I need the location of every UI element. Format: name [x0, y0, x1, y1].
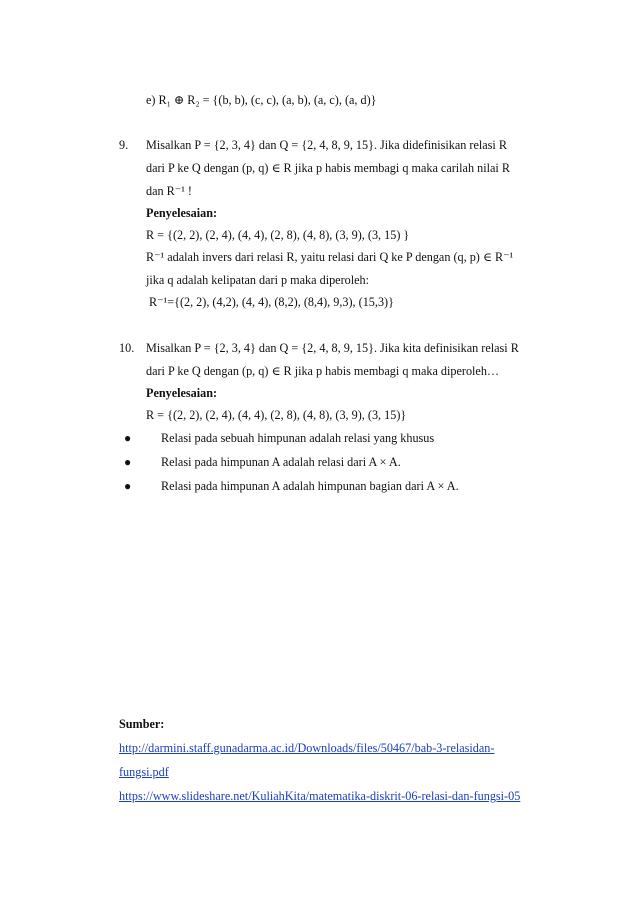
sources-title: Sumber: [119, 717, 165, 731]
problem-9-solution-line-1: R = {(2, 2), (2, 4), (4, 4), (2, 8), (4, 8), (3, 9), (3, 15) } [146, 228, 410, 242]
source-link-2[interactable]: https://www.slideshare.net/KuliahKita/matematika-diskrit-06-relasi-dan-fungsi-05 [119, 789, 521, 803]
source-link-1-continued[interactable]: fungsi.pdf [119, 765, 169, 779]
problem-10-number: 10. [119, 341, 135, 355]
problem-9-solution-line-4: R⁻¹={(2, 2), (4,2), (4, 4), (8,2), (8,4), 9,3), (15,3)} [149, 295, 394, 309]
item-e-label: e) [146, 93, 156, 107]
problem-9-line-2: dari P ke Q dengan (p, q) ∈ R jika p habis membagi q maka carilah nilai R [146, 161, 510, 175]
item-e-text: R₁ ⊕ R₂ = {(b, b), (c, c), (a, b), (a, c), (a, d)} [158, 93, 377, 107]
problem-9-number: 9. [119, 138, 129, 152]
source-link-1[interactable]: http://darmini.staff.gunadarma.ac.id/Downloads/files/50467/bab-3-relasidan- [119, 741, 495, 755]
problem-9-line-1: Misalkan P = {2, 3, 4} dan Q = {2, 4, 8, 9, 15}. Jika didefinisikan relasi R [146, 138, 507, 152]
bullet-item-3: Relasi pada himpunan A adalah himpunan bagian dari A × A. [161, 479, 459, 493]
problem-10-line-2: dari P ke Q dengan (p, q) ∈ R jika p habis membagi q maka diperoleh… [146, 364, 500, 378]
bullet-item-2: Relasi pada himpunan A adalah relasi dari A × A. [161, 455, 401, 469]
bullet-icon: ● [124, 455, 132, 469]
bullet-item-1: Relasi pada sebuah himpunan adalah relasi yang khusus [161, 431, 435, 445]
problem-9-solution-title: Penyelesaian: [146, 206, 218, 220]
problem-9-solution-line-3: jika q adalah kelipatan dari p maka diperoleh: [146, 273, 370, 287]
item-e [146, 92, 377, 108]
problem-10-solution-title: Penyelesaian: [146, 386, 218, 400]
bullet-icon: ● [124, 431, 132, 445]
problem-10-solution-line: R = {(2, 2), (2, 4), (4, 4), (2, 8), (4, 8), (3, 9), (3, 15)} [146, 408, 407, 422]
problem-9-line-3: dan R⁻¹ ! [146, 184, 192, 198]
problem-9-solution-line-2: R⁻¹ adalah invers dari relasi R, yaitu relasi dari Q ke P dengan (q, p) ∈ R⁻¹ [146, 250, 514, 264]
problem-10-line-1: Misalkan P = {2, 3, 4} dan Q = {2, 4, 8, 9, 15}. Jika kita definisikan relasi R [146, 341, 519, 355]
bullet-icon: ● [124, 479, 132, 493]
